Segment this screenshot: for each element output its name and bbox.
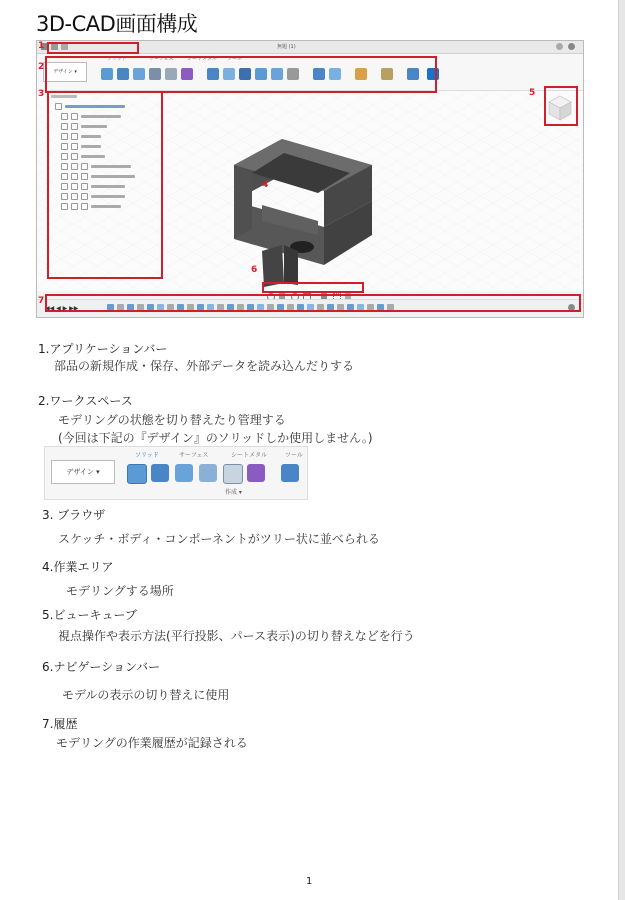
marker-2: 2 [38, 62, 45, 72]
section-heading: 5.ビューキューブ [42, 608, 137, 622]
marker-6: 6 [251, 265, 258, 275]
section-heading: 2.ワークスペース [38, 394, 133, 408]
highlight-box-viewcube [544, 86, 578, 126]
section-description: モデリングする場所 [66, 584, 174, 598]
section-description: スケッチ・ボディ・コンポーネントがツリー状に並べられる [58, 532, 380, 546]
extrude-icon [151, 464, 169, 482]
highlight-box-browser [47, 91, 163, 279]
form-icon [247, 464, 265, 482]
section-description: モデリングの状態を切り替えたり管理する [58, 413, 286, 427]
create-dropdown-label: 作成 ▾ [225, 489, 242, 496]
section-heading: 6.ナビゲーションバー [42, 660, 161, 674]
section-description: 視点操作や表示方法(平行投影、パース表示)の切り替えなどを行う [58, 629, 415, 643]
tab-sheetmetal: シートメタル [231, 452, 267, 459]
loft-icon [223, 464, 243, 484]
tab-surface: サーフェス [179, 452, 209, 459]
section-heading: 3. ブラウザ [42, 508, 106, 522]
workspace-button: デザイン ▾ [51, 460, 115, 484]
highlight-box-navbar [262, 282, 364, 293]
section-note: (今回は下記の『デザイン』のソリッドしか使用しません。) [58, 431, 373, 445]
marker-5: 5 [529, 88, 536, 98]
highlight-box-workspace [45, 56, 437, 93]
section-heading: 7.履歴 [42, 717, 78, 731]
ribbon-tab-sheetmetal: シートメタル [187, 56, 217, 62]
tab-solid: ソリッド [135, 452, 159, 459]
section-description: モデルの表示の切り替えに使用 [62, 688, 230, 702]
section-description: モデリングの作業履歴が記録される [56, 736, 248, 750]
tab-tools: ツール [285, 452, 303, 459]
create-sketch-icon [127, 464, 147, 484]
ribbon-tab-surface: サーフェス [149, 56, 174, 62]
ribbon-tab-solid: ソリッド [107, 56, 127, 62]
marker-4: 4 [262, 180, 269, 190]
document-title: 無題 (1) [277, 44, 296, 50]
workspace-button: デザイン ▾ [43, 62, 87, 82]
section-heading: 1.アプリケーションバー [38, 342, 168, 356]
revolve-icon [175, 464, 193, 482]
page-title: 3D-CAD画面構成 [36, 12, 198, 36]
marker-1: 1 [38, 41, 45, 51]
user-icon [568, 43, 575, 50]
marker-3: 3 [38, 89, 45, 99]
rewind-icon: ◀◀ ◀ ▶ ▶▶ [45, 305, 79, 312]
workspace-image [44, 446, 308, 500]
tool-icon [281, 464, 299, 482]
cad-model [222, 135, 392, 290]
help-icon [556, 43, 563, 50]
page-number: 1 [306, 876, 313, 887]
ribbon-tab-tools: ツール [227, 56, 242, 62]
sweep-icon [199, 464, 217, 482]
highlight-box-timeline [45, 294, 581, 312]
highlight-box-app-bar [47, 42, 139, 54]
marker-7: 7 [38, 296, 45, 306]
section-description: 部品の新規作成・保存、外部データを読み込んだりする [54, 359, 355, 373]
section-heading: 4.作業エリア [42, 560, 114, 574]
